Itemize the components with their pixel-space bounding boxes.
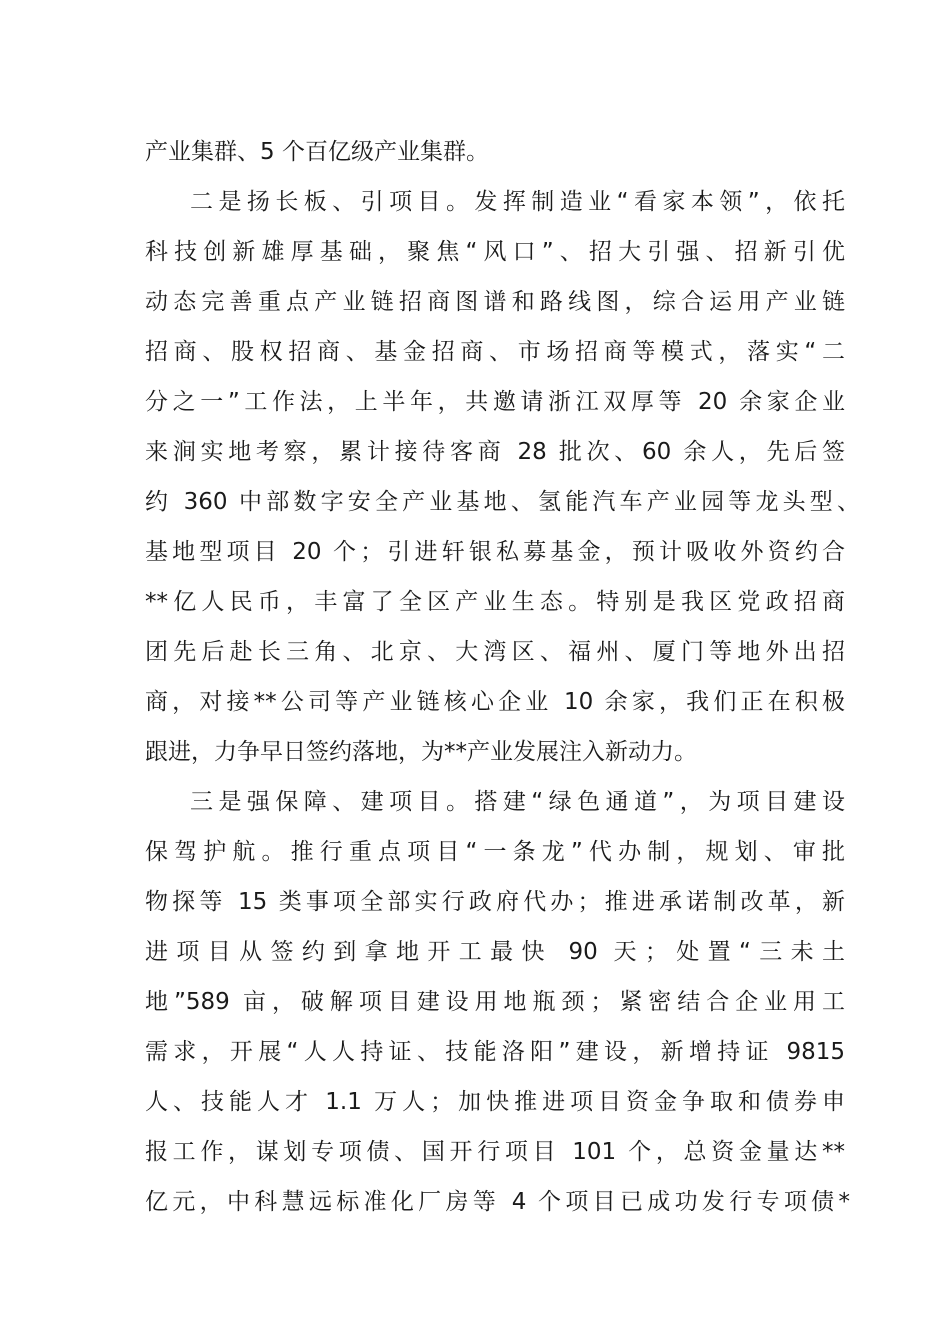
text-line: **亿人民币，丰富了全区产业生态。特别是我区党政招商	[145, 589, 845, 615]
text-line: 报工作，谋划专项债、国开行项目 101 个，总资金量达**	[145, 1139, 845, 1165]
text-line: 人、技能人才 1.1 万人；加快推进项目资金争取和债券申	[145, 1089, 845, 1115]
text-line: 团先后赴长三角、北京、大湾区、福州、厦门等地外出招	[145, 639, 845, 665]
text-line: 跟进，力争早日签约落地，为**产业发展注入新动力。	[145, 739, 697, 765]
text-line: 约 360 中部数字安全产业基地、氢能汽车产业园等龙头型、	[145, 489, 860, 515]
text-line: 亿元，中科慧远标准化厂房等 4 个项目已成功发行专项债*	[145, 1189, 850, 1215]
text-line: 动态完善重点产业链招商图谱和路线图，综合运用产业链	[145, 289, 845, 315]
text-line: 商，对接**公司等产业链核心企业 10 余家，我们正在积极	[145, 689, 845, 715]
text-line: 科技创新雄厚基础，聚焦“风口”、招大引强、招新引优	[145, 239, 845, 265]
text-line: 地”589 亩，破解项目建设用地瓶颈；紧密结合企业用工	[145, 989, 845, 1015]
text-line: 基地型项目 20 个；引进轩银私募基金，预计吸收外资约合	[145, 539, 845, 565]
text-line: 产业集群、5 个百亿级产业集群。	[145, 139, 489, 165]
text-line: 进项目从签约到拿地开工最快 90 天；处置“三未土	[145, 939, 845, 965]
text-line: 物探等 15 类事项全部实行政府代办；推进承诺制改革，新	[145, 889, 845, 915]
text-line: 来涧实地考察，累计接待客商 28 批次、60 余人，先后签	[145, 439, 845, 465]
text-line: 招商、股权招商、基金招商、市场招商等模式，落实“二	[145, 339, 845, 365]
text-line: 分之一”工作法，上半年，共邀请浙江双厚等 20 余家企业	[145, 389, 845, 415]
text-line: 需求，开展“人人持证、技能洛阳”建设，新增持证 9815	[145, 1039, 845, 1065]
text-line: 保驾护航。推行重点项目“一条龙”代办制，规划、审批	[145, 839, 845, 865]
paragraph-start-line: 三是强保障、建项目。搭建“绿色通道”，为项目建设	[190, 789, 845, 815]
paragraph-start-line: 二是扬长板、引项目。发挥制造业“看家本领”，依托	[190, 189, 845, 215]
